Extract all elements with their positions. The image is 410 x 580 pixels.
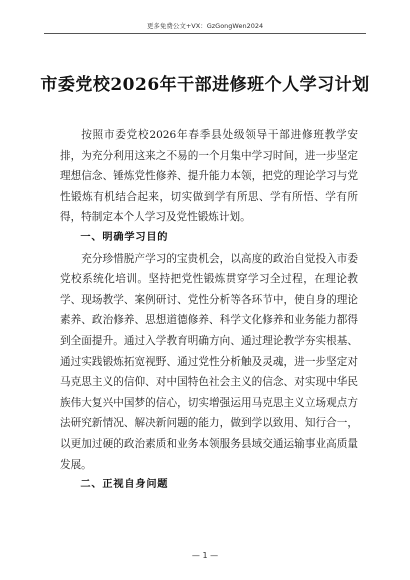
- section-paragraph-1: 充分珍惜脱产学习的宝贵机会，以高度的政治自觉投入市委党校系统化培训。坚持把党性锻炼贯穿学习全过程，在理论教学、现场教学、案例研讨、党性分析等各环节中，使自身的理论素养、政治修养、思想道德修养、科学文化修养和业务能力都得到全面提升。通过入学教育明确方向、通过理论教学夯实根基、通过实践锻炼拓宽视野、通过党性分析触及灵魂，进一步坚定对马克思主义的信仰、对中国特色社会主义的信念、对实现中华民族伟大复兴中国梦的信心，切实增强运用马克思主义立场观点方法研究新情况、解决新问题的能力，做到学以致用、知行合一，以更加过硬的政治素质和业务本领服务县域交通运输事业高质量发展。: [60, 252, 358, 471]
- section-heading-1: 一、明确学习目的: [80, 231, 169, 243]
- page-number: — 1 —: [191, 551, 219, 560]
- intro-paragraph: 按照市委党校2026年春季县处级领导干部进修班教学安排，为充分利用这来之不易的一个月集中学习时间，进一步坚定理想信念、锤炼党性修养、提升能力本领，把党的理论学习与党性锻炼有机结合起来，切实做到学有所思、学有所悟、学有所得，特制定本个人学习及党性锻炼计划。: [60, 129, 358, 224]
- document-body: [60, 125, 358, 496]
- page-header: 更多免费公文+VX：GzGongWen2024: [44, 21, 366, 34]
- document-title: 市委党校2026年干部进修班个人学习计划: [40, 75, 370, 96]
- section-heading-2: 二、正视自身问题: [80, 479, 169, 491]
